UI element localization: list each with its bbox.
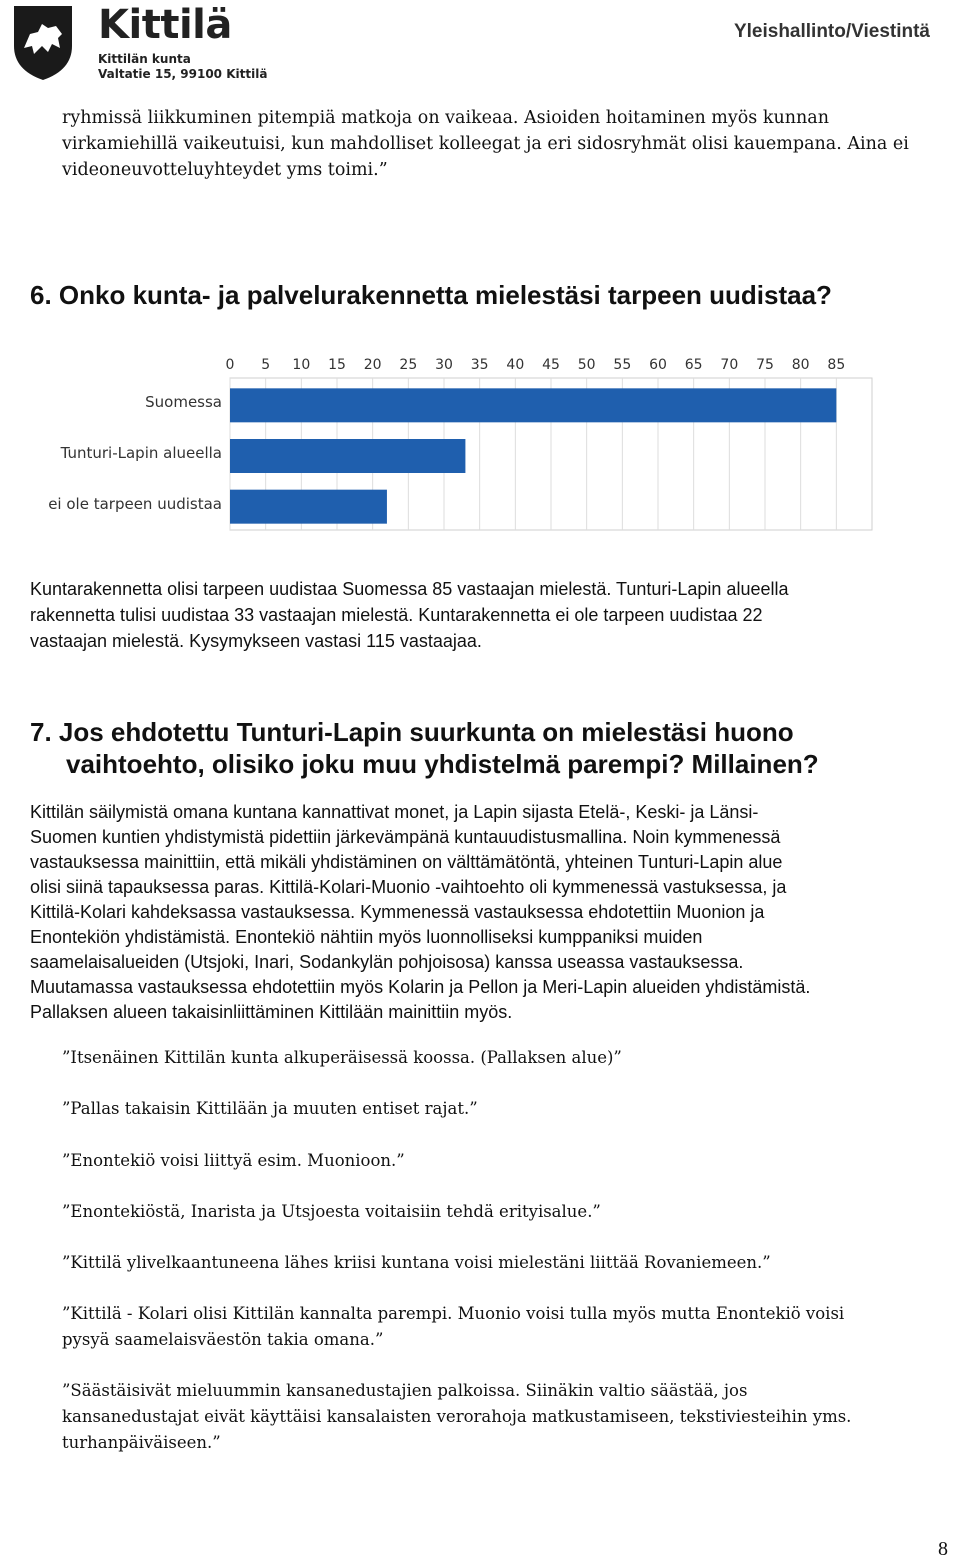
org-name: Kittilä [98, 2, 232, 48]
chart-bar [230, 490, 387, 524]
q6-summary-line: Kuntarakennetta olisi tarpeen uudistaa Suomessa 85 vastaajan mielestä. Tunturi-Lapin alueella [30, 579, 789, 599]
chart-tick-label: 60 [649, 357, 667, 373]
chart-tick-label: 45 [542, 357, 560, 373]
question-7-heading: 7. Jos ehdotettu Tunturi-Lapin suurkunta on mielestäsi huono [30, 717, 794, 747]
chart-tick-label: 50 [577, 357, 596, 373]
question-7-heading-line2: vaihtoehto, olisiko joku muu yhdistelmä parempi? Millainen? [66, 749, 819, 779]
org-subtitle: Kittilän kunta [98, 52, 191, 66]
q7-body-line: vastauksessa mainittiin, että mikäli yhdistäminen on välttämätöntä, yhteinen Tunturi-Lapin alue [30, 852, 783, 872]
intro-line: videoneuvotteluyhteydet yms toimi.” [62, 160, 388, 180]
chart-category-label: Tunturi-Lapin alueella [60, 444, 222, 462]
coat-of-arms-logo [12, 4, 74, 82]
respondent-quote: ”Itsenäinen Kittilän kunta alkuperäisessä koossa. (Pallaksen alue)” [62, 1048, 622, 1067]
chart-tick-label: 85 [827, 357, 846, 373]
intro-line: virkamiehillä vaikeutuisi, kun mahdolliset kolleegat ja eri sidosryhmät olisi kauempana. Aina ei [62, 134, 909, 154]
respondent-quote-line2: kansanedustajat eivät käyttäisi kansalaisten verorahoja matkustamiseen, tekstiviesteihin yms. [62, 1407, 852, 1426]
chart-tick-label: 65 [684, 357, 703, 373]
q7-body-line: Suomen kuntien yhdistymistä pidettiin järkevämpänä kuntauudistusmallina. Noin kymmenessä [30, 827, 781, 847]
respondent-quote: ”Pallas takaisin Kittilään ja muuten entiset rajat.” [62, 1099, 478, 1118]
chart-bar [230, 388, 836, 422]
chart-tick-label: 25 [399, 357, 418, 373]
chart-tick-label: 20 [363, 357, 382, 373]
chart-tick-label: 75 [756, 357, 774, 373]
chart-tick-label: 40 [506, 357, 525, 373]
chart-tick-label: 0 [225, 357, 235, 373]
q7-body-line: Kittilä-Kolari kahdeksassa vastauksessa. Kymmenessä vastauksessa ehdotettiin Muonion ja [30, 902, 765, 922]
chart-bar [230, 439, 465, 473]
q7-body-line: Pallaksen alueen takaisinliittäminen Kittilään mainittiin myös. [30, 1002, 513, 1022]
chart-tick-label: 10 [292, 357, 311, 373]
respondent-quote: ”Enontekiö voisi liittyä esim. Muonioon.” [62, 1151, 405, 1170]
department-label: Yleishallinto/Viestintä [733, 21, 930, 42]
respondent-quote-line3: turhanpäiväiseen.” [62, 1433, 221, 1452]
q7-body-line: Kittilän säilymistä omana kuntana kannattivat monet, ja Lapin sijasta Etelä-, Keski- ja Länsi- [30, 802, 759, 822]
intro-line: ryhmissä liikkuminen pitempiä matkoja on vaikeaa. Asioiden hoitaminen myös kunnan [62, 108, 829, 128]
chart-category-label: ei ole tarpeen uudistaa [48, 494, 222, 513]
chart-tick-label: 80 [791, 357, 810, 373]
page-number: 8 [938, 1538, 948, 1560]
chart-tick-label: 55 [613, 357, 632, 373]
org-address: Valtatie 15, 99100 Kittilä [98, 67, 268, 81]
respondent-quote: ”Enontekiöstä, Inarista ja Utsjoesta voitaisiin tehdä erityisalue.” [62, 1202, 601, 1221]
q6-summary-line: rakennetta tulisi uudistaa 33 vastaajan mielestä. Kuntarakennetta ei ole tarpeen uudistaa 22 [30, 605, 763, 625]
q7-body-line: saamelaisalueiden (Utsjoki, Inari, Sodankylän pohjoisosa) kanssa useassa vastauksessa. [30, 952, 744, 972]
respondent-quote: ”Kittilä ylivelkaantuneena lähes kriisi kuntana voisi mielestäni liittää Rovaniemeen.” [62, 1253, 771, 1272]
chart-category-label: Suomessa [145, 393, 222, 412]
chart-tick-label: 30 [435, 357, 453, 373]
chart-tick-label: 70 [720, 357, 739, 373]
respondent-quote: ”Säästäisivät mieluummin kansanedustajien palkoissa. Siinäkin valtio säästää, jos [62, 1381, 748, 1400]
question-6-heading: 6. Onko kunta- ja palvelurakennetta mielestäsi tarpeen uudistaa? [30, 280, 832, 310]
chart-tick-label: 35 [470, 357, 489, 373]
q6-summary-line: vastaajan mielestä. Kysymykseen vastasi 115 vastaajaa. [30, 631, 482, 651]
chart-tick-label: 5 [261, 357, 271, 373]
chart-tick-label: 15 [328, 357, 346, 373]
q7-body-line: Enontekiön yhdistämistä. Enontekiö nähtiin myös luonnolliseksi kumppaniksi muiden [30, 927, 703, 947]
bar-chart [225, 352, 874, 532]
respondent-quote-line2: pysyä saamelaisväestön takia omana.” [62, 1330, 384, 1349]
q7-body-line: olisi siinä tapauksessa paras. Kittilä-Kolari-Muonio -vaihtoehto oli kymmenessä vastuksessa, ja [30, 877, 787, 897]
q7-body-line: Muutamassa vastauksessa ehdotettiin myös Kolarin ja Pellon ja Meri-Lapin alueiden yhdistämistä. [30, 977, 811, 997]
respondent-quote: ”Kittilä - Kolari olisi Kittilän kannalta parempi. Muonio voisi tulla myös mutta Enontekiö voisi [62, 1304, 845, 1323]
